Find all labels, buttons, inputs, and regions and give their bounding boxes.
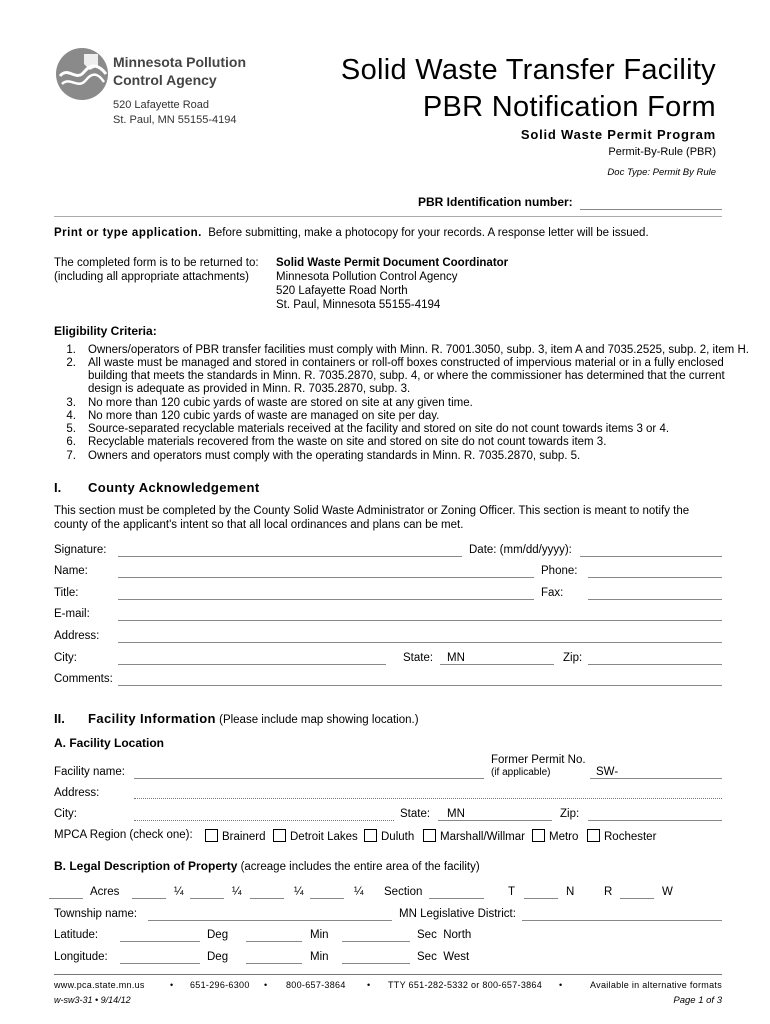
latitude-deg-field[interactable] — [120, 929, 200, 942]
latitude-label: Latitude: — [54, 929, 99, 941]
facility-address-label: Address: — [54, 787, 100, 799]
print-text: Before submitting, make a photocopy for your records. A response letter will be issued. — [208, 227, 649, 239]
agency-name — [113, 53, 246, 89]
list-number: 2. — [66, 357, 76, 369]
section-label: Section — [384, 886, 423, 898]
quarter-field-2[interactable] — [190, 886, 224, 899]
quarter-field-1[interactable] — [132, 886, 166, 899]
section1-numeral: I. — [54, 480, 62, 495]
form-title-line1: Solid Waste Transfer Facility — [340, 54, 716, 86]
list-number: 6. — [66, 436, 76, 448]
date-field[interactable] — [580, 544, 722, 557]
return-addr3: St. Paul, Minnesota 55155-4194 — [276, 299, 441, 311]
footer-tty: TTY 651-282-5332 or 800-657-3864 — [388, 980, 543, 990]
region-option-brainerd[interactable] — [205, 829, 265, 843]
footer-doc-code: w-sw3-31 • 9/14/12 — [54, 995, 131, 1005]
longitude-min-field[interactable] — [246, 951, 302, 964]
section1-desc-line2: county of the applicant's intent so that all local ordinances and plans can be met. — [54, 519, 464, 531]
facility-zip-label: Zip: — [560, 808, 580, 820]
facility-zip-field[interactable] — [588, 808, 722, 821]
region-label: Rochester — [604, 831, 657, 843]
section2-title: Facility Information — [88, 711, 216, 726]
region-label: Duluth — [381, 831, 415, 843]
quarter-label: ¼ — [354, 886, 364, 898]
list-number: 7. — [66, 450, 76, 462]
longitude-deg-field[interactable] — [120, 951, 200, 964]
address-field[interactable] — [118, 630, 722, 643]
checkbox[interactable] — [587, 829, 600, 842]
section2-numeral: II. — [54, 711, 65, 726]
latitude-sec-north-label: Sec North — [417, 929, 472, 941]
city-field[interactable] — [118, 652, 386, 665]
township-t-label: T — [508, 886, 516, 898]
city-label: City: — [54, 652, 77, 664]
agency-name-line1: Minnesota Pollution — [113, 54, 246, 70]
list-item: Owners and operators must comply with the operating standards in Minn. R. 7035.2870, subp. 5. — [88, 450, 581, 462]
region-option-detroit-lakes[interactable] — [273, 829, 358, 843]
quarter-field-4[interactable] — [310, 886, 344, 899]
footer-bullet: • — [367, 980, 371, 990]
return-to-label — [54, 256, 259, 284]
checkbox[interactable] — [532, 829, 545, 842]
list-item: Source-separated recyclable materials received at the facility and stored on site do not count towards items 3 or 4. — [88, 423, 670, 435]
list-item: No more than 120 cubic yards of waste are managed on site per day. — [88, 410, 440, 422]
email-label: E-mail: — [54, 608, 90, 620]
footer-rule — [54, 974, 722, 975]
latitude-min-field[interactable] — [246, 929, 302, 942]
state-value: MN — [447, 652, 465, 664]
return-line1: The completed form is to be returned to: — [54, 257, 259, 269]
legislative-district-label: MN Legislative District: — [399, 908, 516, 920]
agency-address-line2: St. Paul, MN 55155-4194 — [113, 114, 237, 126]
pbr-id-field[interactable] — [580, 197, 722, 210]
quarter-label: ¼ — [232, 886, 242, 898]
footer-website[interactable]: www.pca.state.mn.us — [54, 980, 145, 990]
date-label: Date: (mm/dd/yyyy): — [469, 544, 572, 556]
comments-field[interactable] — [118, 673, 722, 686]
print-label: Print or type application. — [54, 227, 202, 239]
checkbox[interactable] — [364, 829, 377, 842]
region-label: Brainerd — [222, 831, 266, 843]
longitude-label: Longitude: — [54, 951, 108, 963]
range-number-field[interactable] — [620, 886, 654, 899]
return-addr1: Minnesota Pollution Control Agency — [276, 271, 458, 283]
section2-note: (Please include map showing location.) — [219, 714, 419, 726]
sw-prefix: SW- — [596, 766, 619, 778]
mpca-logo-icon — [54, 46, 110, 102]
quarter-label: ¼ — [174, 886, 184, 898]
fax-field[interactable] — [588, 587, 722, 600]
legislative-district-field[interactable] — [522, 908, 722, 921]
region-option-metro[interactable] — [532, 829, 578, 843]
facility-address-field[interactable] — [134, 786, 722, 799]
legal-description-note: (acreage includes the entire area of the facility) — [240, 861, 480, 873]
return-line2: (including all appropriate attachments) — [54, 271, 249, 283]
signature-field[interactable] — [118, 544, 462, 557]
title-field[interactable] — [118, 587, 534, 600]
footer-bullet: • — [264, 980, 268, 990]
region-option-duluth[interactable] — [364, 829, 414, 843]
facility-name-field[interactable] — [134, 766, 484, 779]
longitude-deg-label: Deg — [207, 951, 229, 963]
section-field[interactable] — [429, 886, 484, 899]
name-label: Name: — [54, 565, 88, 577]
footer-alt-formats: Available in alternative formats — [590, 980, 722, 990]
return-address — [276, 256, 508, 312]
former-permit-label: Former Permit No. — [491, 754, 586, 766]
pbr-id-label: PBR Identification number: — [418, 195, 573, 209]
acres-label: Acres — [90, 886, 120, 898]
footer-page-number: Page 1 of 3 — [673, 995, 722, 1006]
list-number: 4. — [66, 410, 76, 422]
address-label: Address: — [54, 630, 100, 642]
township-name-label: Township name: — [54, 908, 138, 920]
footer-phone2: 800-657-3864 — [286, 980, 346, 990]
header-rule — [54, 216, 722, 217]
township-n-label: N — [566, 886, 575, 898]
zip-field[interactable] — [588, 652, 722, 665]
eligibility-heading: Eligibility Criteria: — [54, 324, 157, 338]
print-instructions — [54, 227, 649, 239]
doc-type: Doc Type: Permit By Rule — [607, 167, 716, 178]
checkbox[interactable] — [423, 829, 436, 842]
list-number: 5. — [66, 423, 76, 435]
facility-location-heading: A. Facility Location — [54, 736, 165, 750]
list-item-line: building that meets the standards in Minn. R. 7035.2870, subp. 4, or where the commissioner has determined that the current — [88, 370, 725, 382]
fax-label: Fax: — [541, 587, 564, 599]
agency-address — [113, 98, 237, 128]
section1-title: County Acknowledgement — [88, 480, 260, 495]
range-w-label: W — [662, 886, 673, 898]
phone-field[interactable] — [588, 565, 722, 578]
agency-name-line2: Control Agency — [113, 72, 217, 88]
footer-phone1: 651-296-6300 — [190, 980, 250, 990]
facility-state-value: MN — [447, 808, 465, 820]
region-label: Detroit Lakes — [290, 831, 358, 843]
township-number-field[interactable] — [524, 886, 558, 899]
acres-field[interactable] — [49, 886, 83, 899]
section2-heading — [88, 711, 419, 726]
form-title-line2: PBR Notification Form — [422, 91, 716, 123]
checkbox[interactable] — [205, 829, 218, 842]
program-name: Solid Waste Permit Program — [520, 127, 716, 142]
footer-bullet: • — [559, 980, 563, 990]
list-item — [88, 357, 725, 396]
signature-label: Signature: — [54, 544, 107, 556]
region-label: Metro — [549, 831, 579, 843]
agency-logo — [54, 46, 110, 102]
latitude-min-label: Min — [310, 929, 329, 941]
footer-bullet: • — [170, 980, 174, 990]
mpca-region-label: MPCA Region (check one): — [54, 829, 193, 841]
legal-description-title: B. Legal Description of Property — [54, 859, 238, 873]
email-field[interactable] — [118, 608, 722, 621]
subprogram-name: Permit-By-Rule (PBR) — [608, 146, 716, 158]
zip-label: Zip: — [563, 652, 583, 664]
township-name-field[interactable] — [148, 908, 392, 921]
section1-description — [54, 504, 689, 532]
list-item: Recyclable materials recovered from the waste on site and stored on site do not count towards item 3. — [88, 436, 607, 448]
longitude-min-label: Min — [310, 951, 329, 963]
list-number: 1. — [66, 344, 76, 356]
latitude-sec-field[interactable] — [342, 929, 410, 942]
latitude-deg-label: Deg — [207, 929, 229, 941]
checkbox[interactable] — [273, 829, 286, 842]
list-item-line: design is adequate as provided in Minn. R. 7035.2870, subp. 3. — [88, 383, 411, 395]
title-label: Title: — [54, 587, 79, 599]
region-option-marshall-willmar[interactable] — [423, 829, 525, 843]
longitude-sec-field[interactable] — [342, 951, 410, 964]
state-label: State: — [403, 652, 434, 664]
phone-label: Phone: — [541, 565, 578, 577]
legal-description-heading — [54, 859, 480, 873]
quarter-field-3[interactable] — [250, 886, 284, 899]
list-item: No more than 120 cubic yards of waste are stored on site at any given time. — [88, 397, 473, 409]
if-applicable-note: (if applicable) — [491, 767, 551, 778]
coordinator-name: Solid Waste Permit Document Coordinator — [276, 257, 509, 269]
facility-state-label: State: — [400, 808, 431, 820]
form-title — [341, 52, 716, 126]
list-item: Owners/operators of PBR transfer facilities must comply with Minn. R. 7001.3050, subp. 3, item A and 7035.2525, subp. 2, item H. — [88, 344, 749, 356]
region-option-rochester[interactable] — [587, 829, 656, 843]
facility-name-label: Facility name: — [54, 766, 125, 778]
list-item-line: All waste must be managed and stored in containers or roll-off boxes constructed of impervious material or in a fully enclosed — [88, 357, 724, 369]
name-field[interactable] — [118, 565, 534, 578]
facility-city-field[interactable] — [134, 808, 394, 821]
quarter-label: ¼ — [294, 886, 304, 898]
region-label: Marshall/Willmar — [440, 831, 525, 843]
longitude-sec-west-label: Sec West — [417, 951, 470, 963]
section1-desc-line1: This section must be completed by the County Solid Waste Administrator or Zoning Officer. This section is meant to notify the — [54, 505, 690, 517]
agency-address-line1: 520 Lafayette Road — [113, 99, 210, 111]
comments-label: Comments: — [54, 673, 113, 685]
list-number: 3. — [66, 397, 76, 409]
return-addr2: 520 Lafayette Road North — [276, 285, 408, 297]
facility-city-label: City: — [54, 808, 77, 820]
range-r-label: R — [604, 886, 613, 898]
